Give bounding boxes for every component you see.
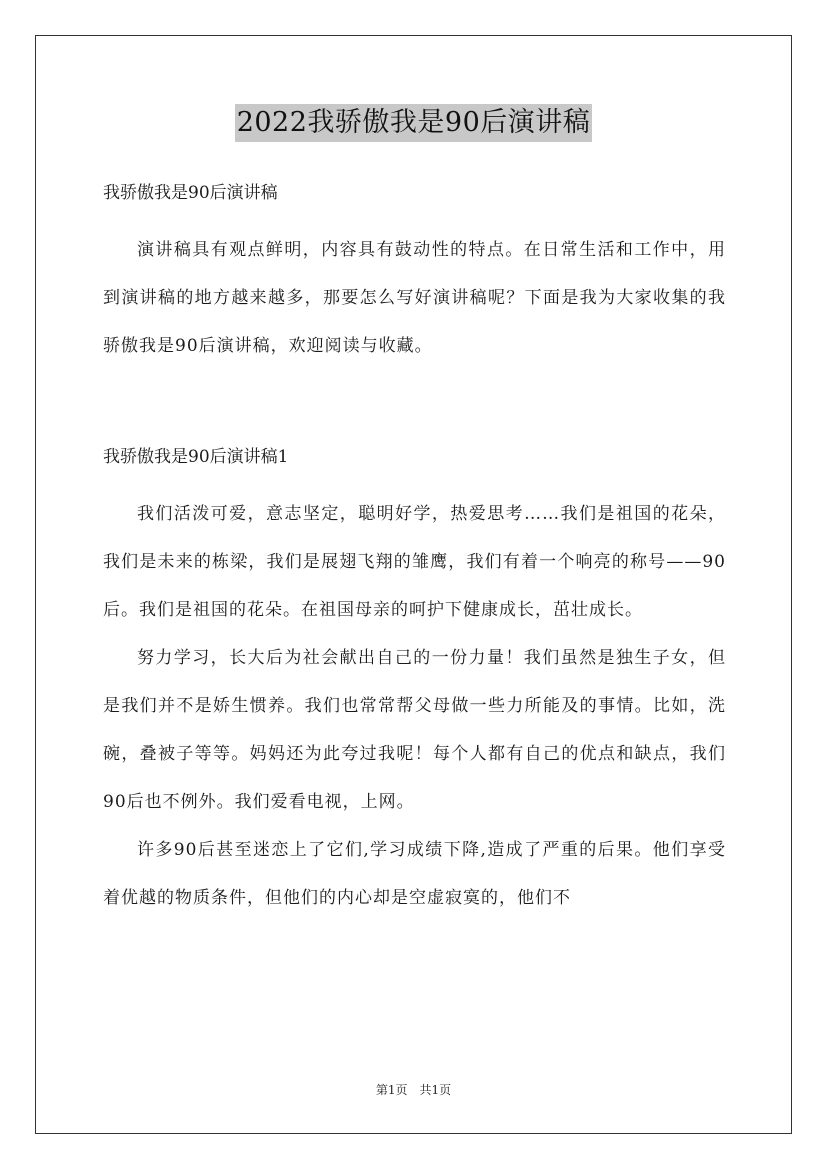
document-body — [103, 176, 726, 922]
body-paragraph: 我们活泼可爱，意志坚定，聪明好学，热爱思考……我们是祖国的花朵，我们是未来的栋梁，我们是展翅飞翔的雏鹰，我们有着一个响亮的称号——90后。我们是祖国的花朵。在祖国母亲的呵护下健康成长，茁壮成长。 — [103, 504, 726, 620]
title-container — [0, 104, 827, 142]
section-heading: 我骄傲我是90后演讲稿1 — [103, 447, 289, 467]
body-paragraph: 努力学习，长大后为社会献出自己的一份力量！我们虽然是独生子女，但是我们并不是娇生惯养。我们也常常帮父母做一些力所能及的事情。比如，洗碗，叠被子等等。妈妈还为此夸过我呢！每个人都有自己的优点和缺点，我们90后也不例外。我们爱看电视，上网。 — [103, 648, 726, 812]
body-paragraph: 许多90后甚至迷恋上了它们,学习成绩下降,造成了严重的后果。他们享受着优越的物质条件，但他们的内心却是空虚寂寞的，他们不 — [103, 840, 726, 908]
document-title: 2022我骄傲我是90后演讲稿 — [235, 104, 593, 142]
document-subtitle: 我骄傲我是90后演讲稿 — [103, 183, 278, 203]
intro-paragraph: 演讲稿具有观点鲜明，内容具有鼓动性的特点。在日常生活和工作中，用到演讲稿的地方越来越多，那要怎么写好演讲稿呢？下面是我为大家收集的我骄傲我是90后演讲稿，欢迎阅读与收藏。 — [103, 240, 726, 356]
page-footer: 第1页 共1页 — [375, 1083, 452, 1097]
